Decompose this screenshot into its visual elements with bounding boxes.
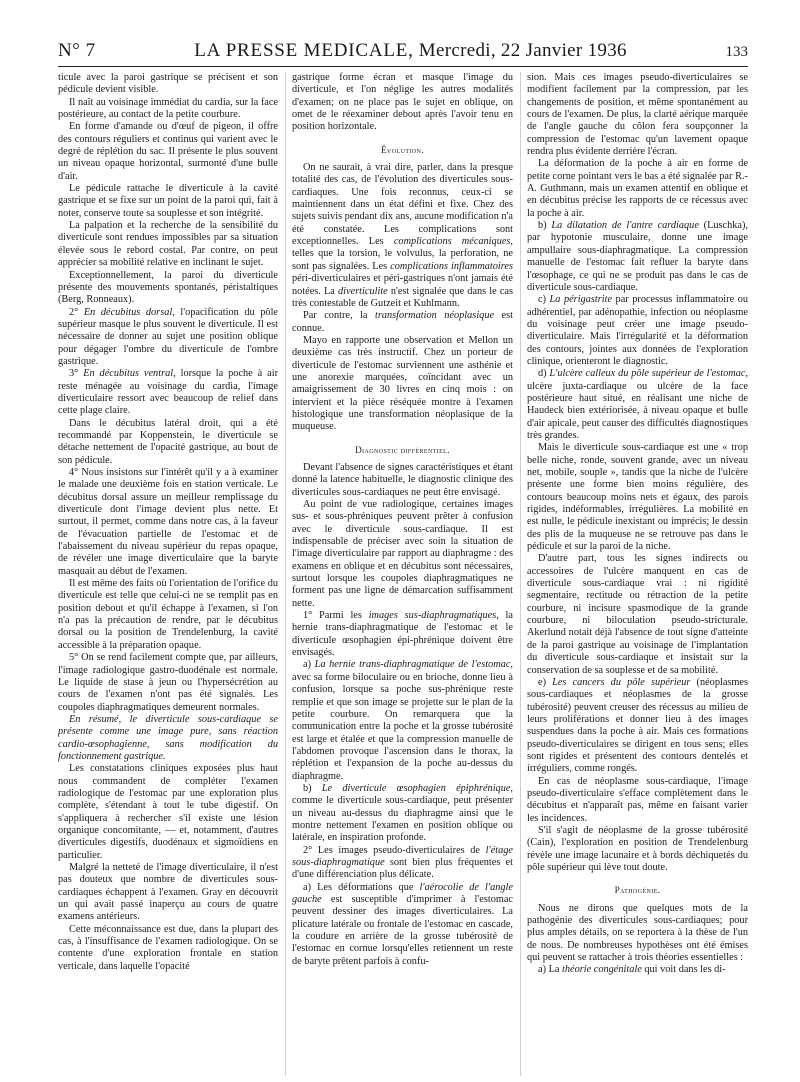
paragraph: La déformation de la poche à air en forme de petite corne pointant vers le bas a été signalée par R.-A. Guthmann, mais un examen attentif en oblique et en décubitus précise les rapports de ce récessus avec la poche à air. <box>527 158 748 219</box>
text-run: d) <box>538 368 550 380</box>
text-run: n'est signalée que dans le cas très contestable de Gutzeit et Kuhlmann. <box>292 285 513 309</box>
paragraph: S'il s'agit de néoplasme de la grosse tubérosité (Cain), l'exploration en position de Trendelenburg révèle une image lacunaire et à bords déchiquetés du pôle supérieur qui lève tout doute. <box>527 824 748 873</box>
paragraph: Cette méconnaissance est due, dans la plupart des cas, à l'insuffisance de l'examen radiologique. On se contente d'une exploration frontale en station verticale, dans laquelle l'opacité <box>58 923 278 972</box>
italic-run: La dilatation de l'antre cardiaque <box>551 220 699 232</box>
paragraph <box>292 783 513 845</box>
paragraph: En cas de néoplasme sous-cardiaque, l'image pseudo-diverticulaire s'efface complètement dans le décubitus et n'apparaît pas, même en faisant varier les incidences. <box>527 775 748 824</box>
text-run: péri-diverticulaires et péri-gastriques n'ont jamais été notées. La <box>292 273 513 297</box>
paragraph: Mais le diverticule sous-cardiaque est une « trop belle niche, ronde, souvent grande, avec un niveau net, mobile, souple », tandis que la niche de l'ulcère présente une forme bien moins régulière, des contours beaucoup moins nets et égaux, des parois rigides, indéformables, irrégulières. La mobilité en est nulle, le pédicule inexistant ou imprécis; le dessin des plis de la muqueuse ne se retrouve pas dans le pédicule et sur la paroi de la niche. <box>527 442 748 553</box>
publication-name: LA PRESSE MEDICALE, <box>194 40 414 61</box>
italic-run: complications mécaniques <box>393 236 511 248</box>
text-run: On ne saurait, à vrai dire, parler, dans la presque totalité des cas, de l'évolution des diverticules sous-cardiaques. Une fois reconnus, ceux-ci se maintiennent dans un état défini et fixe. Chez des sujets suivis pendant dix ans, aucune modification n'a été constatée. Les complications sont exceptionnelles. Les <box>292 162 513 248</box>
page-header <box>58 40 748 67</box>
paragraph: Au point de vue radiologique, certaines images sus- et sous-phréniques peuvent prêter à confusion avec le diverticule sous-cardiaque. Il est indispensable de préciser avec soin la situation de l'image diverticulaire par rapport au diaphragme : des examens en oblique et en décubitus sont nécessaires, surtout lorsque les coupoles diaphragmatiques ne forment pas une ligne de démarcation suffisamment nette. <box>292 499 513 609</box>
italic-run: En décubitus ventral <box>83 368 174 380</box>
italic-run: En décubitus dorsal <box>83 306 173 318</box>
text-run: a) Les déformations que <box>303 881 420 893</box>
paragraph: gastrique forme écran et masque l'image du diverticule, et l'on néglige les autres modalités d'examen; on ne place pas le sujet en oblique, on omet de le réexaminer debout après l'avoir tenu en position horizontale. <box>292 72 513 133</box>
paragraph: 4° Nous insistons sur l'intérêt qu'il y a à examiner le malade une deuxième fois en station verticale. Le décubitus dorsal assure un meilleur remplissage du diverticule dont l'image devient plus nette. Et surtout, il permet, comme dans notre cas, à la faveur de l'évacuation partielle de l'estomac et de l'abaissement du niveau supérieur du repas opaque, de révéler une image diverticulaire que la baryte masquait au début de l'examen. <box>58 467 278 577</box>
paragraph: Exceptionnellement, la paroi du diverticule présente des mouvements spontanés, péristaltiques (Berg, Ronneaux). <box>58 269 278 306</box>
text-run: , comme le diverticule sous-cardiaque, peut présenter un niveau au-dessus du diaphragme ainsi que le montre nettement l'examen en position oblique ou latérale, en inspiration profonde. <box>292 782 513 844</box>
text-run: 2° Les images pseudo-diverticulaires de <box>303 844 486 856</box>
italic-run: images sus-diaphragmatiques <box>368 610 497 622</box>
italic-run: Les cancers du pôle supérieur <box>552 676 691 688</box>
paragraph <box>58 307 278 369</box>
paragraph <box>292 310 513 335</box>
text-run: (néoplasmes sous-cardiaques et néoplasmes de la grosse tubérosité) peuvent creuser des récessus au milieu de leurs proliférations et donner lieu à des images suspendues dans la poche à air. Mais ces formations pseudo-diverticulaires se dirigent en tous sens; elles sont rigides et présentent des contours dentelés et irréguliers, comme rongés. <box>527 676 748 775</box>
paragraph <box>58 368 278 417</box>
text-run: , lorsque la poche à air reste ménagée au voisinage du cardia, l'image diverticulaire ressort avec beaucoup de relief dans cette plage claire. <box>58 368 278 417</box>
issue-date: Mercredi, 22 Janvier 1936 <box>418 40 627 61</box>
text-run: a) <box>303 659 315 671</box>
paragraph <box>292 659 513 782</box>
text-run: 2° <box>69 306 84 318</box>
text-run: 1° Parmi les <box>303 610 369 622</box>
italic-run: Le diverticule œsophagien épiphrénique <box>321 782 511 794</box>
text-run: sont bien plus fréquentes et d'une différenciation plus délicate. <box>292 856 513 881</box>
paragraph <box>527 677 748 776</box>
text-run: est susceptible d'imprimer à l'estomac peuvent dessiner des images diverticulaires. La plicature latérale ou frontale de l'estomac en cascade, la coudure en arrière de la grosse tubérosité de l'estomac en cornue lorsqu'elles retiennent un reste de baryte prêtent parfois à confu- <box>292 894 513 967</box>
paragraph: Le pédicule rattache le diverticule à la cavité gastrique et se fixe sur un point de la paroi qui, fait à noter, conserve toute sa souplesse et son intégrité. <box>58 183 278 219</box>
text-run: e) <box>538 676 553 688</box>
text-run: Par contre, la <box>303 310 375 322</box>
text-run: (Luschka), par hypotonie musculaire, donne une image ampullaire sous-diaphragmatique. La compression manuelle de l'estomac fait refluer la baryte dans l'œsophage, ce qui ne se produit pas dans le cas de diverticule sous-cardiaque. <box>527 220 748 293</box>
paragraph: En forme d'amande ou d'œuf de pigeon, il offre des contours réguliers et continus qui varient avec le degré de réplétion du sac. Il présente le plus souvent un niveau opaque horizontal, surmonté d'une bulle d'air. <box>58 121 278 182</box>
column-3 <box>520 72 748 1076</box>
page-number: 133 <box>725 44 748 60</box>
column-2 <box>285 72 513 1076</box>
paragraph <box>527 368 748 442</box>
paragraph: Nous ne dirons que quelques mots de la pathogénie des diverticules sous-cardiaques; pour plus amples détails, on se reportera à la thèse de l'un de nous. De nombreuses hypothèses ont été émises qui peuvent se rattacher à trois théories essentielles : <box>527 902 748 964</box>
paragraph <box>292 882 513 968</box>
masthead <box>194 40 627 62</box>
paragraph: 5° On se rend facilement compte que, par ailleurs, l'image radiologique gastro-duodénale est normale. Le liquide de stase à jeun ou l'hypersécrétion au cours de l'examen n'ont pas été signalés. Les coupoles diaphragmatiques demeurent normales. <box>58 652 278 713</box>
text-run: c) <box>538 294 550 306</box>
italic-run: l'étage sous-diaphragmatique <box>292 844 513 868</box>
italic-run: L'ulcère calleux du pôle supérieur de l'estomac <box>549 368 746 380</box>
text-run: a) La <box>538 964 563 976</box>
paragraph: ticule avec la paroi gastrique se précisent et son pédicule devient visible. <box>58 72 278 96</box>
italic-run: diverticulite <box>338 285 388 297</box>
issue-number: N° 7 <box>58 40 96 61</box>
paragraph <box>527 220 748 294</box>
paragraph: Dans le décubitus latéral droit, qui a été recommandé par Koppenstein, le diverticule se détache nettement de l'opacité gastrique, au bout de son pédicule. <box>58 417 278 466</box>
text-run: b) <box>538 220 552 232</box>
text-run: , telles que la torsion, le volvulus, la perforation, ne sont pas signalées. Les <box>292 236 513 272</box>
section-heading-evolution: Évolution. <box>381 144 424 155</box>
italic-run: théorie congénitale <box>562 964 642 976</box>
text-run: , ulcère juxta-cardiaque ou ulcère de la face postérieure haut situé, en réalisant une niche de Haudeck bien extériorisée, à niveau opaque et bulle d'air apicale, peut causer des difficultés diagnostiques très grandes. <box>527 368 748 441</box>
paragraph: La palpation et la recherche de la sensibilité du diverticule sont rendues impossibles par sa situation élevée sous le rebord costal. Par contre, on peut apprécier sa mobilité relative en inclinant le sujet. <box>58 220 278 269</box>
column-1 <box>58 72 278 1076</box>
paragraph <box>527 964 748 976</box>
paragraph <box>292 610 513 659</box>
text-run: par processus inflammatoire ou adhérentiel, par adénopathie, infection ou néoplasme du voisinage peut créer une image pseudo-diverticulaire. Mais l'irrégularité et la déformation des contours, jointes aux données de l'exploration clinique, orienteront le diagnostic. <box>527 294 748 367</box>
italic-run: La hernie trans-diaphragmatique de l'estomac <box>314 659 511 671</box>
text-run: 3° <box>69 368 84 380</box>
paragraph <box>292 845 513 882</box>
text-run: qui voit dans les di- <box>641 964 726 976</box>
section-heading-diagnostic: Diagnostic différentiel. <box>355 444 450 455</box>
article-columns <box>58 72 748 1076</box>
italic-run: complications inflammatoires <box>390 260 513 272</box>
paragraph: Les constatations cliniques exposées plus haut nous commandent de compléter l'examen radiologique de l'estomac par une exploration plus complète, s'étendant à tout le tube digestif. On s'appliquera à rechercher s'il existe une lésion organique concomitante, — et, notamment, d'autres diverticules digestifs, duodénaux et sigmoïdiens en particulier. <box>58 763 278 861</box>
italic-run: transformation néoplasique <box>374 310 495 322</box>
text-run: est connue. <box>292 310 513 334</box>
section-heading-pathogenie: Pathogénie. <box>614 885 661 896</box>
text-run: b) <box>303 782 322 794</box>
text-run: , l'opacification du pôle supérieur masque le plus souvent le diverticule. Il est nécessaire de donner au sujet une position oblique pour dégager l'ombre du diverticule de l'ombre gastrique. <box>58 306 278 367</box>
paragraph: Devant l'absence de signes caractéristiques et étant donné la latence habituelle, le diagnostic clinique des diverticules sous-cardiaques ne peut être envisagé. <box>292 461 513 498</box>
paragraph: Il naît au voisinage immédiat du cardia, sur la face postérieure, au contact de la petite courbure. <box>58 96 278 121</box>
italic-run: La périgastrite <box>549 294 613 306</box>
italic-run: l'aérocolie de l'angle gauche <box>292 881 513 905</box>
paragraph: D'autre part, tous les signes indirects ou accessoires de l'ulcère manquent en cas de diverticule sous-cardiaque vrai : ni rigidité segmentaire, rectitude ou rétraction de la petite courbure, ni incisure spasmodique de la grande courbure, ni biloculation pseudo-stricturale. Akerlund notait déjà l'absence de tout signe d'atteinte de la paroi gastrique au voisinage de l'implantation du diverticule sous-cardiaque et insistait sur la conservation de sa souplesse et de sa mobilité. <box>527 553 748 676</box>
text-run: , la hernie trans-diaphragmatique de l'estomac et le diverticule œsophagien épi-phrénique doivent être envisagés. <box>292 610 513 659</box>
paragraph: Mayo en rapporte une observation et Mellon un deuxième cas très instructif. Chez un porteur de diverticule de l'estomac surviennent une asthénie et une anorexie marquées, coïncidant avec un amaigrissement de 30 livres en cinq mois : on intervient et la pièce réséquée montre à l'examen histologique une transformation néoplasique de la muqueuse. <box>292 334 513 433</box>
paragraph <box>292 162 513 310</box>
paragraph: Malgré la netteté de l'image diverticulaire, il n'est pas douteux que nombre de diverticules sous-cardiaques échappent à l'examen. Gray en découvrit un qui avait passé inaperçu au cours de quatre examens antérieurs. <box>58 862 278 923</box>
paragraph: Il est même des faits où l'orientation de l'orifice du diverticule est telle que celui-ci ne se remplit pas en position debout et qu'il échappe à l'examen, si l'on n'a pas la précaution de rendre, par le décubitus dorsal ou la position de Trendelenburg, la cavité accessible à la préparation opaque. <box>58 578 278 651</box>
text-run: , avec sa forme biloculaire ou en brioche, donne lieu à confusion, lorsque sa poche sus-phrénique reste remplie et que son image se projette sur le plan de la petite courbure. On remarquera que la communication entre la poche et la grosse tubérosité est large et étalée et que la compression manuelle de l'abdomen provoque l'ascension dans le thorax, la réplétion et l'expansion de la poche au-dessus du diaphragme. <box>292 659 513 782</box>
paragraph: sion. Mais ces images pseudo-diverticulaires se modifient facilement par la compression, par les changements de position, et même spontanément au cours de l'examen. De plus, la clarté aérique marquée de l'angle gauche du côlon fera soupçonner la compression de l'estomac qu'un lavement opaque rendra plus évidente derrière l'écran. <box>527 72 748 158</box>
paragraph <box>527 294 748 368</box>
summary-paragraph: En résumé, le diverticule sous-cardiaque se présente comme une image pure, sans réaction cardio-œsophagienne, sans modification du fonctionnement gastrique. <box>58 713 278 762</box>
